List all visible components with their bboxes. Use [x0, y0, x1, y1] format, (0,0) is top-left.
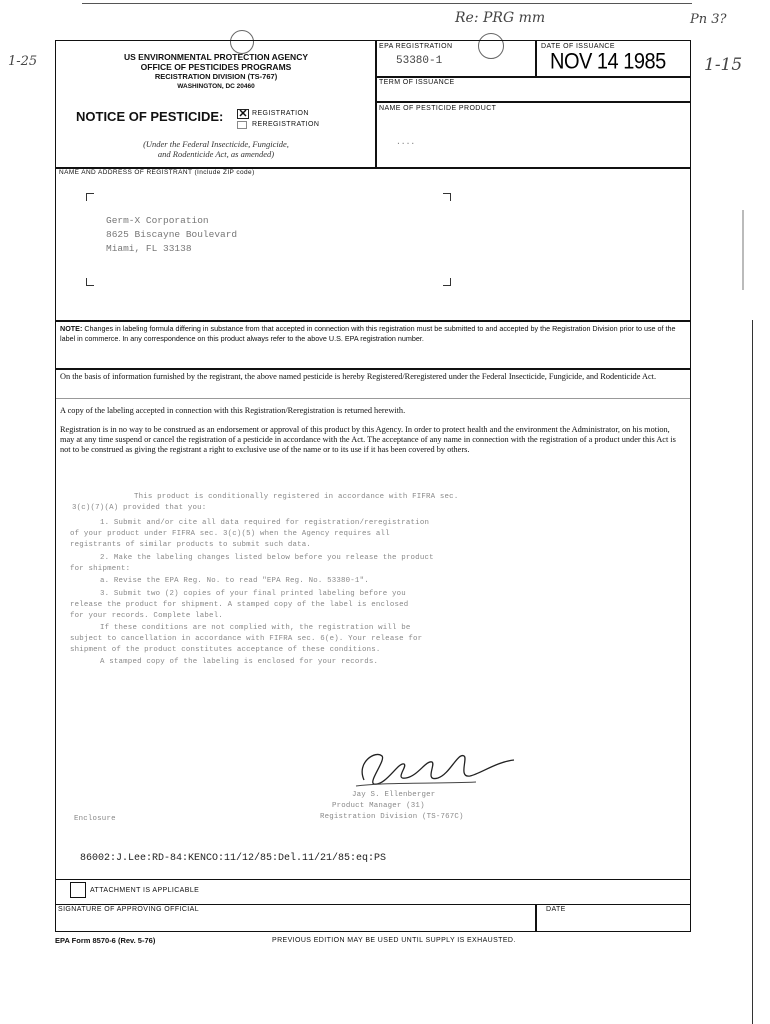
top-rule	[82, 3, 692, 4]
corner-mark-bl	[86, 278, 94, 286]
edition-note: PREVIOUS EDITION MAY BE USED UNTIL SUPPLY IS EXHAUSTED.	[272, 937, 516, 944]
handwritten-note-top-right: Pn 3?	[690, 12, 727, 27]
term-of-issuance-cell	[375, 76, 691, 103]
date-label: DATE	[546, 906, 566, 913]
condition-line: A stamped copy of the labeling is enclosed for your records.	[100, 658, 379, 666]
signature-row	[55, 904, 537, 932]
epa-registration-label: EPA REGISTRATION	[379, 43, 453, 50]
product-name-label: NAME OF PESTICIDE PRODUCT	[379, 105, 497, 112]
condition-line: of your product under FIFRA sec. 3(c)(5) when the Agency requires all	[70, 530, 390, 538]
condition-line: registrants of similar products to submit such data.	[70, 541, 312, 549]
condition-line: This product is conditionally registered in accordance with FIFRA sec.	[134, 493, 459, 501]
registrant-street: 8625 Biscayne Boulevard	[106, 229, 238, 240]
condition-line: for your records. Complete label.	[70, 612, 223, 620]
note-block	[55, 320, 691, 370]
division-name: RECISTRATION DIVISION (TS-767)	[154, 72, 278, 81]
agency-name: US ENVIRONMENTAL PROTECTION AGENCY	[123, 52, 309, 62]
notice-title: NOTICE OF PESTICIDE:	[76, 109, 224, 124]
agency-address: WASHINGTON, DC 20460	[177, 82, 255, 90]
registrant-city: Miami, FL 33138	[106, 243, 192, 254]
option-reregistration-label: REREGISTRATION	[252, 121, 320, 128]
date-of-issuance-cell	[535, 40, 691, 78]
handwritten-right-margin: 1-15	[704, 55, 743, 75]
handwritten-left-margin: 1-25	[8, 54, 38, 69]
corner-mark-tl	[86, 193, 94, 201]
condition-line: release the product for shipment. A stamped copy of the label is enclosed	[70, 601, 409, 609]
condition-line: If these conditions are not complied with, the registration will be	[100, 624, 411, 632]
basis-paragraph: On the basis of information furnished by the registrant, the above named pesticide is hereby Registered/Reregistered under the Federal Insecticide, Fungicide, and Rodenticide Act.	[60, 372, 657, 381]
form-number: EPA Form 8570-6 (Rev. 5-76)	[55, 936, 156, 945]
checkbox-registration: ✕	[238, 108, 248, 120]
registrant-block	[55, 167, 691, 322]
registrant-label: NAME AND ADDRESS OF REGISTRANT (Include ZIP code)	[59, 169, 255, 176]
attachment-checkbox[interactable]	[70, 882, 86, 898]
corner-mark-tr	[443, 193, 451, 201]
condition-line: 2. Make the labeling changes listed below before you release the product	[100, 554, 434, 562]
conditions-text	[56, 493, 690, 666]
date-of-issuance-stamp: NOV 14 1985	[550, 49, 666, 75]
handwritten-signature	[346, 742, 536, 792]
condition-line: subject to cancellation in accordance with FIFRA sec. 6(e). Your release for	[70, 635, 423, 643]
disclaimer-paragraph: Registration is in no way to be construed as an endorsement or approval of this product by this Agency. In order to protect health and the environment the Administrator, on his motion, may at any time suspend or cancel the registration of a pesticide in accordance with the Act. The acceptance of any name in connection with the registration of a product under this Act is not to be construed as giving the registrant a right to exclusive use of the name or to its use if it has been covered by others.	[60, 425, 676, 454]
registrant-name: Germ-X Corporation	[106, 215, 209, 226]
corner-mark-br	[443, 278, 451, 286]
enclosure-label: Enclosure	[74, 815, 116, 823]
act-line-2: and Rodenticide Act, as amended)	[157, 149, 275, 159]
product-name-cell	[375, 101, 691, 169]
act-citation	[56, 139, 376, 159]
date-cell	[535, 904, 691, 932]
note-lead: NOTE:	[60, 324, 83, 333]
signature-label: SIGNATURE OF APPROVING OFFICIAL	[58, 906, 200, 913]
body-divider	[56, 398, 690, 399]
office-name: OFFICE OF PESTICIDES PROGRAMS	[140, 61, 292, 72]
attachment-row	[55, 878, 691, 904]
right-edge-line	[752, 320, 753, 1024]
condition-line: 3(c)(7)(A) provided that you:	[72, 504, 207, 512]
handwritten-note-top: Re: PRG mm	[455, 10, 546, 26]
signature-title-1: Product Manager (31)	[332, 802, 425, 810]
product-name-value: ....	[396, 138, 416, 147]
epa-registration-value: 53380-1	[396, 55, 443, 67]
routing-code: 86002:J.Lee:RD-84:KENCO:11/12/85:Del.11/21/85:eq:PS	[80, 853, 387, 864]
note-body: Changes in labeling formula differing in substance from that accepted in connection with this registration must be submitted to and accepted by the Registration Division prior to use of the label in commerce. In any correspondence on this product always refer to the above U.S. EPA registration number.	[60, 324, 676, 343]
main-body	[55, 368, 691, 880]
checkbox-reregistration	[237, 121, 247, 129]
labeling-paragraph: A copy of the labeling accepted in connection with this Registration/Reregistration is returned herewith.	[60, 406, 406, 415]
act-line-1: (Under the Federal Insecticide, Fungicide,	[143, 139, 289, 149]
edge-mark	[742, 210, 744, 290]
option-registration-label: REGISTRATION	[252, 110, 309, 117]
condition-line: for shipment:	[70, 565, 131, 573]
condition-line: 3. Submit two (2) copies of your final printed labeling before you	[100, 590, 406, 598]
term-of-issuance-label: TERM OF ISSUANCE	[379, 79, 455, 86]
epa-registration-cell	[375, 40, 537, 78]
attachment-label: ATTACHMENT IS APPLICABLE	[90, 887, 200, 894]
note-text	[60, 324, 686, 343]
header-agency-block	[55, 40, 377, 169]
signature-title-2: Registration Division (TS-767C)	[320, 813, 464, 821]
registrant-address	[106, 214, 237, 256]
condition-line: 1. Submit and/or cite all data required for registration/reregistration	[100, 519, 430, 527]
condition-line: shipment of the product constitutes acceptance of these conditions.	[70, 646, 381, 654]
signature-name: Jay S. Ellenberger	[352, 791, 436, 799]
date-of-issuance-label: DATE OF ISSUANCE	[541, 43, 615, 50]
condition-line: a. Revise the EPA Reg. No. to read "EPA Reg. No. 53380-1".	[100, 577, 369, 585]
